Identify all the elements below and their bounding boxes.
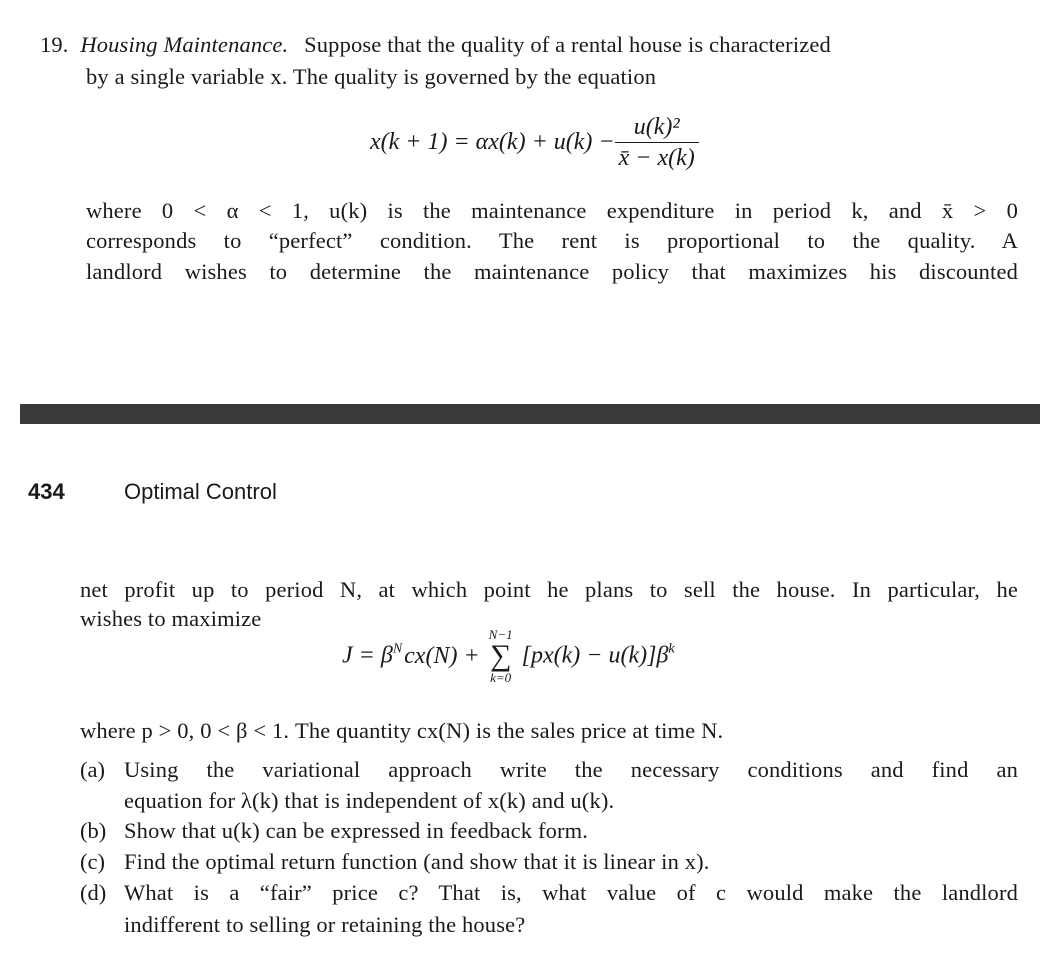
equation2-rhs-sup: k [668,641,675,657]
part-a-line1: Using the variational approach write the necessary conditions and find an [124,757,1018,782]
where-line3: landlord wishes to determine the maintenance policy that maximizes his discounted [86,259,1018,284]
problem-intro-line2: by a single variable x. The quality is governed by the equation [86,64,657,89]
where-line2: corresponds to “perfect” condition. The rent is proportional to the quality. A [86,228,1018,253]
sum-symbol: ∑ [489,639,512,672]
part-a-line2: equation for λ(k) that is independent of x(k) and u(k). [124,788,615,813]
part-c-label: (c) [80,849,105,874]
continuation-line2: wishes to maximize [80,606,262,631]
equation2-lhs-sup: N [392,641,403,657]
equation1-numerator: u(k)² [615,112,699,143]
sum-lower-limit: k=0 [490,670,512,685]
equation-objective [342,628,675,684]
equation2-lhs: J = β [342,642,393,669]
problem-number: 19. [40,32,69,57]
equation1-denominator: x̄ − x(k) [618,145,695,171]
continuation-where-line: where p > 0, 0 < β < 1. The quantity cx(N) is the sales price at time N. [80,718,724,743]
problem-intro-line1: Suppose that the quality of a rental house is characterized [304,32,831,57]
equation1-fraction [615,112,699,173]
equation2-mid: cx(N) + [404,642,480,669]
continuation-line1: net profit up to period N, at which point he plans to sell the house. In particular, he [80,577,1018,602]
problem-title: Housing Maintenance. [80,32,289,57]
summation [484,628,518,684]
part-d-line1: What is a “fair” price c? That is, what value of c would make the landlord [124,880,1018,905]
equation-state-dynamics [370,112,699,173]
part-a-label: (a) [80,757,105,782]
part-b-label: (b) [80,818,107,843]
equation2-rhs: [px(k) − u(k)]β [521,642,669,669]
sum-upper-limit: N−1 [488,627,513,642]
part-d-line2: indifferent to selling or retaining the house? [124,912,526,937]
part-c-line1: Find the optimal return function (and show that it is linear in x). [124,849,710,874]
part-b-line1: Show that u(k) can be expressed in feedback form. [124,818,589,843]
page-divider [20,404,1040,424]
problem-header-line [40,30,831,60]
page-number: 434 [28,479,65,504]
where-line1: where 0 < α < 1, u(k) is the maintenance expenditure in period k, and x̄ > 0 [86,198,1018,223]
running-title: Optimal Control [124,479,277,504]
equation1-lhs: x(k + 1) = αx(k) + u(k) − [370,129,615,155]
part-d-label: (d) [80,880,107,905]
